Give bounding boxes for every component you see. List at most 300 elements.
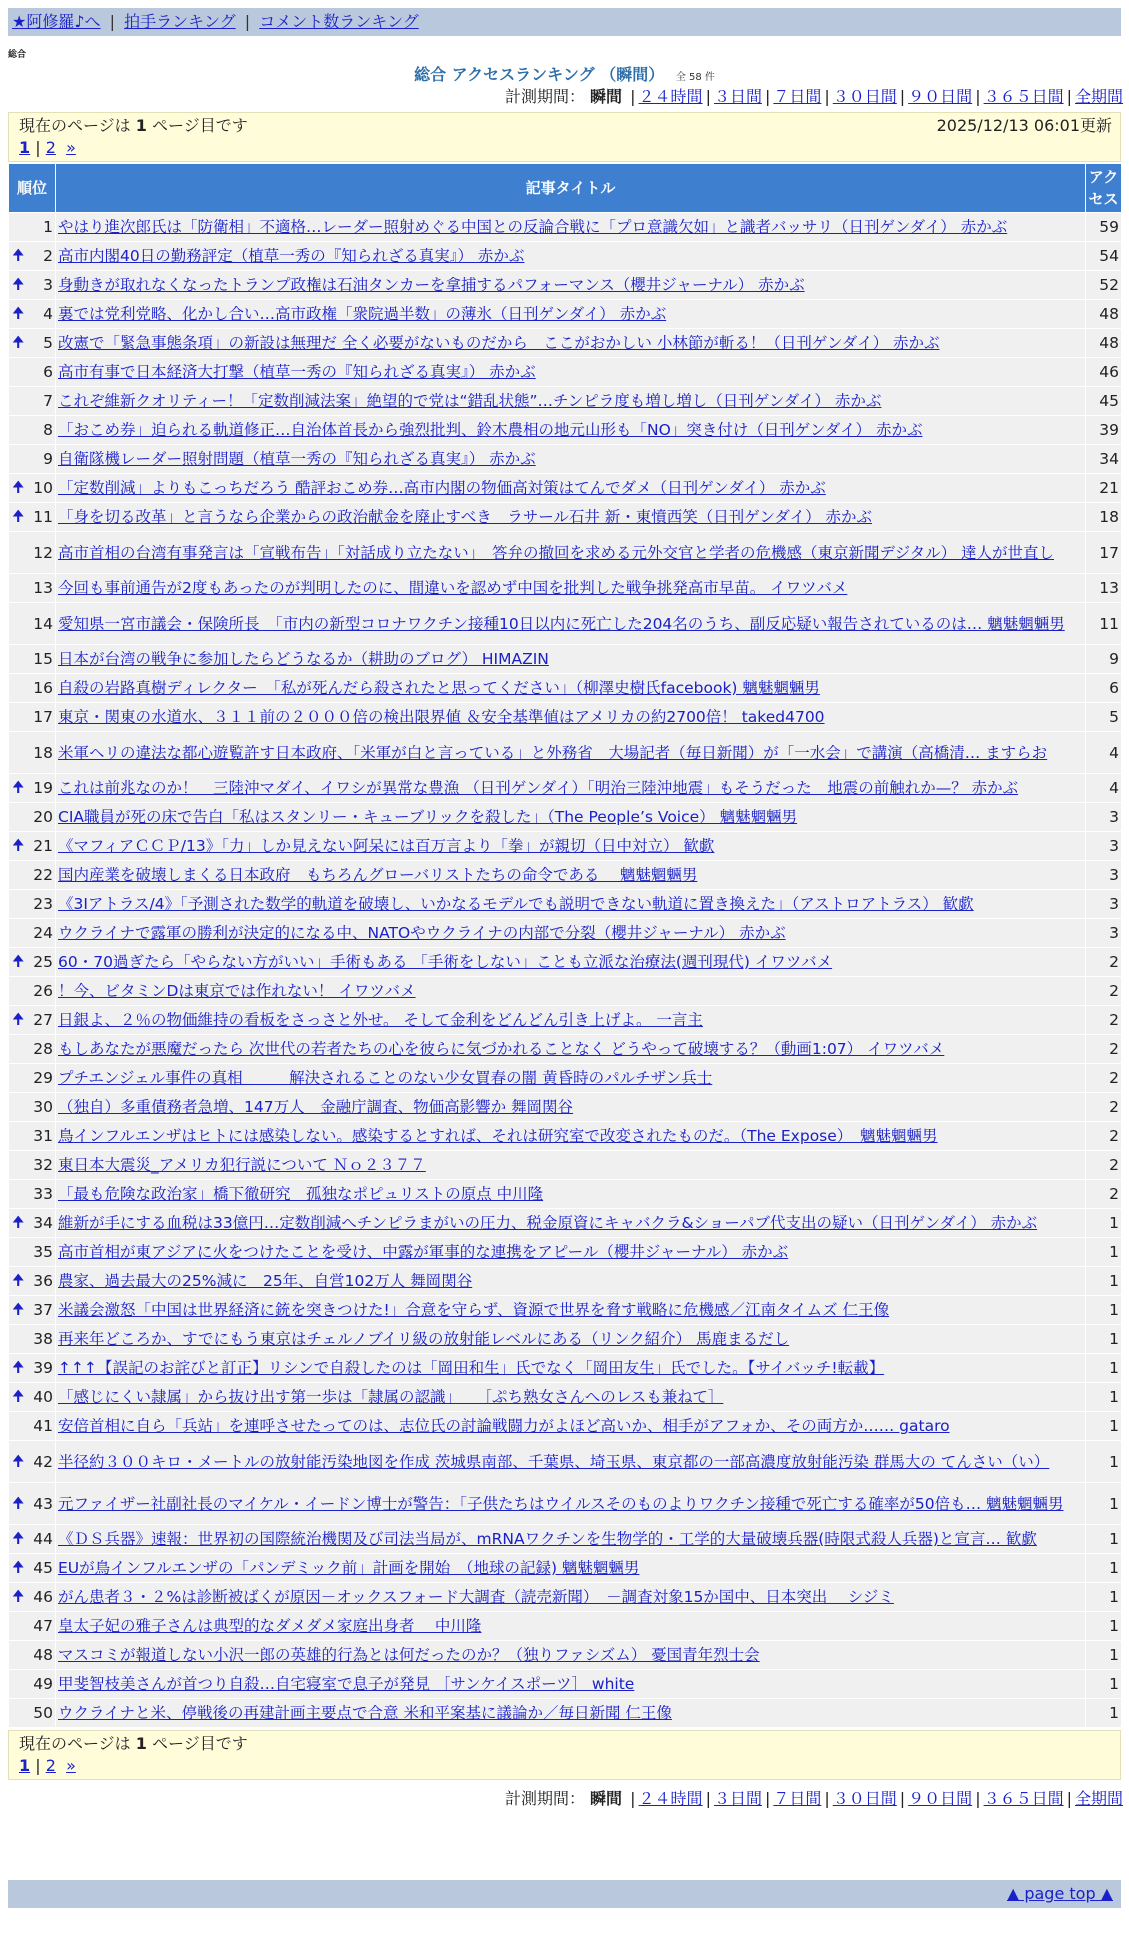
table-row [9,1006,1122,1035]
title-cell [56,1483,1086,1525]
article-title-link[interactable]: 60・70過ぎたら「やらない方がいい」手術もある 「手術をしない」ことも立派な治療法(週刊現代) イワツバメ [58,953,833,971]
title-cell [56,1525,1086,1554]
access-count: 2 [1086,977,1122,1006]
home-link[interactable]: ★阿修羅♪へ [12,12,101,31]
article-title-link[interactable]: ウクライナで露軍の勝利が決定的になる中、NATOやウクライナの内部で分裂（櫻井ジャーナル） 赤かぶ [58,924,786,942]
rank-cell [9,948,56,977]
rank-number: 3 [43,276,53,294]
access-count: 4 [1086,732,1122,774]
article-title-link[interactable]: 裏では党利党略、化かし合い…高市政権「衆院過半数」の薄氷（日刊ゲンダイ） 赤かぶ [58,305,667,323]
rank-up-arrow-icon: 🠉 [12,507,25,525]
title-cell [56,1267,1086,1296]
table-row [9,358,1122,387]
article-title-link[interactable]: 身動きが取れなくなったトランプ政権は石油タンカーを拿捕するパフォーマンス（櫻井ジャーナル） 赤かぶ [58,276,805,294]
table-row [9,474,1122,503]
article-title-link[interactable]: 米議会激怒「中国は世界経済に銃を突きつけた!」合意を守らず、資源で世界を脅す戦略に危機感／江南タイムズ 仁王像 [58,1301,890,1319]
table-row [9,1583,1122,1612]
access-count: 1 [1086,1296,1122,1325]
rank-cell [9,445,56,474]
rank-number: 2 [43,247,53,265]
article-title-link[interactable]: 日本が台湾の戦争に参加したらどうなるか（耕助のブログ） HIMAZIN [58,650,549,668]
access-count: 48 [1086,329,1122,358]
period-separator: | [899,1789,906,1808]
access-count: 1 [1086,1583,1122,1612]
title-cell [56,358,1086,387]
period-option-link[interactable]: ９０日間 [908,1789,973,1808]
period-separator: | [630,87,636,106]
rank-up-arrow-icon: 🠉 [12,333,25,351]
rank-number: 22 [33,866,53,884]
article-title-link[interactable]: 米軍ヘリの違法な都心遊覧許す日本政府、「米軍が白と言っている」と外務省 大場記者（毎日新聞）が「一水会」で講演（高橋清… ますらお [58,743,1048,762]
rank-number: 21 [33,837,53,855]
rank-number: 7 [43,392,53,410]
article-title-link[interactable]: ↑↑↑【誤記のお詫びと訂正】リシンで自殺したのは「岡田和生」氏でなく「岡田友生」氏でした。【サイバッチ!転載】 [58,1359,885,1377]
period-option-link[interactable]: ３６５日間 [983,1789,1064,1808]
title-cell [56,503,1086,532]
updated-timestamp: 2025/12/13 06:01更新 [936,116,1112,135]
rank-cell [9,732,56,774]
access-count: 2 [1086,1064,1122,1093]
rank-number: 27 [33,1011,53,1029]
period-option-link[interactable]: ９０日間 [908,87,973,106]
access-count: 11 [1086,603,1122,645]
table-row [9,1325,1122,1354]
period-selector-top [505,86,1123,108]
next-page-link[interactable]: » [66,1756,76,1775]
article-title-link[interactable]: 高市首相の台湾有事発言は「宣戦布告」「対話成り立たない」 答弁の撤回を求める元外交官と学者の危機感（東京新聞デジタル） 達人が世直し [58,543,1055,562]
rank-cell [9,532,56,574]
title-cell [56,1354,1086,1383]
period-separator: | [764,1789,771,1808]
rank-up-arrow-icon: 🠉 [12,1451,25,1470]
title-cell [56,803,1086,832]
access-count: 1 [1086,1612,1122,1641]
article-title-link[interactable]: 高市首相が東アジアに火をつけたことを受け、中露が軍事的な連携をアピール（櫻井ジャーナル） 赤かぶ [58,1243,789,1261]
table-row [9,1035,1122,1064]
rank-number: 34 [33,1214,53,1232]
article-title-link[interactable]: 東日本大震災_アメリカ犯行説について Ｎｏ２３７７ [58,1156,426,1174]
rank-number: 47 [33,1617,53,1635]
table-row [9,387,1122,416]
table-row [9,674,1122,703]
title-cell [56,774,1086,803]
rank-number: 48 [33,1646,53,1664]
article-title-link[interactable]: 東京・関東の水道水、３１１前の２０００倍の検出限界値 ＆安全基準値はアメリカの約2700倍！ taked4700 [58,708,825,726]
period-separator: | [824,1789,830,1808]
title-cell [56,645,1086,674]
rank-cell [9,832,56,861]
article-title-link[interactable]: 半径約３００キロ・メートルの放射能汚染地図を作成 茨城県南部、千葉県、埼玉県、東京都の一部高濃度放射能汚染 群馬大の てんさい（い） [58,1452,1050,1471]
title-cell [56,213,1086,242]
rank-number: 15 [33,650,53,668]
title-cell [56,1670,1086,1699]
article-title-link[interactable]: 安倍首相に自ら「兵站」を連呼させたってのは、志位氏の討論戦闘力がよほど高いか、相手がアフォか、その両方か…… gataro [58,1417,950,1435]
period-selector-bottom [505,1788,1123,1810]
table-row [9,1296,1122,1325]
article-title-link[interactable]: 再来年どころか、すでにもう東京はチェルノブイリ級の放射能レベルにある（リンク紹介） 馬鹿まるだし [58,1330,790,1348]
period-option-link[interactable]: ３０日間 [832,87,897,106]
page-info-top [8,112,1121,162]
rank-number: 20 [33,808,53,826]
title-cell [56,890,1086,919]
rank-number: 4 [43,305,53,323]
article-title-link[interactable]: マスコミが報道しない小沢一郎の英雄的行為とは何だったのか？（独りファシズム） 憂国青年烈士会 [58,1646,760,1664]
title-cell [56,1122,1086,1151]
access-count: 1 [1086,1354,1122,1383]
table-row [9,603,1122,645]
rank-number: 5 [43,334,53,352]
table-row [9,445,1122,474]
rank-cell [9,1554,56,1583]
rank-cell [9,977,56,1006]
rank-cell [9,1354,56,1383]
page-info-suffix: ページ目です [152,1734,248,1753]
rank-header: 順位 [9,164,56,213]
article-title-link[interactable]: 今回も事前通告が2度もあったのが判明したのに、間違いを認めず中国を批判した戦争挑発高市早苗。 イワツバメ [58,579,848,597]
article-title-link[interactable]: 鳥インフルエンザはヒトには感染しない。感染するとすれば、それは研究室で改変されたものだ。（The Expose） 魑魅魍魎男 [58,1127,938,1145]
article-title-link[interactable]: 《3Iアトラス/4》「予測された数学的軌道を破壊し、いかなるモデルでも説明できない軌道に置き換えた」（アストロアトラス） 歓歔 [58,895,974,913]
title-cell [56,977,1086,1006]
period-current: 瞬間 [590,87,623,106]
rank-cell [9,416,56,445]
table-row [9,271,1122,300]
page-top-link[interactable]: ▲ page top ▲ [1006,1884,1113,1903]
access-count: 54 [1086,242,1122,271]
total-count: 全 58 件 [675,72,715,83]
next-page-link[interactable]: » [66,138,76,157]
rank-number: 24 [33,924,53,942]
title-cell [56,1699,1086,1728]
rank-cell [9,803,56,832]
rank-cell [9,1267,56,1296]
title-cell [56,732,1086,774]
title-cell [56,1064,1086,1093]
article-title-link[interactable]: 日銀よ、２％の物価維持の看板をさっさと外せ。 そして金利をどんどん引き上げよ。 一言主 [58,1011,703,1029]
article-title-link[interactable]: 甲斐智枝美さんが首つり自殺…自宅寝室で息子が発見 ［サンケイスポーツ］ white [58,1675,635,1693]
title-cell [56,1093,1086,1122]
rank-number: 50 [33,1704,53,1722]
article-title-link[interactable]: 高市有事で日本経済大打撃（植草一秀の『知られざる真実』） 赤かぶ [58,363,536,381]
rank-number: 43 [33,1494,53,1513]
access-count: 21 [1086,474,1122,503]
access-count: 3 [1086,861,1122,890]
title-cell [56,703,1086,732]
title-cell [56,574,1086,603]
access-count: 18 [1086,503,1122,532]
table-row [9,532,1122,574]
title-cell [56,387,1086,416]
rank-cell [9,1122,56,1151]
rank-number: 49 [33,1675,53,1693]
comment-ranking-link[interactable]: コメント数ランキング [259,12,419,31]
table-row [9,703,1122,732]
article-title-link[interactable]: 改憲で「緊急事態条項」の新設は無理だ 全く必要がないものだから ここがおかしい 小林節が斬る！（日刊ゲンダイ） 赤かぶ [58,334,940,352]
title-cell [56,1612,1086,1641]
page-title: 総合 アクセスランキング （瞬間） [414,65,665,84]
period-option-link[interactable]: 全期間 [1074,1789,1123,1808]
rank-up-arrow-icon: 🠉 [12,1387,25,1405]
table-row [9,1267,1122,1296]
period-option-link[interactable]: ３日間 [713,1789,762,1808]
title-cell [56,1209,1086,1238]
article-title-link[interactable]: 元ファイザー社副社長のマイケル・イードン博士が警告：「子供たちはウイルスそのものよりワクチン接種で死亡する確率が50倍も… 魑魅魍魎男 [58,1494,1064,1513]
article-title-link[interactable]: これぞ維新クオリティー！「定数削減法案」絶望的で党は“錯乱状態”…チンピラ度も増し増し（日刊ゲンダイ） 赤かぶ [58,392,882,410]
rank-up-arrow-icon: 🠉 [12,1213,25,1231]
article-title-link[interactable]: 「感じにくい隷属」から抜け出す第一歩は「隷属の認識」 ［ぷち熟女さんへのレスも兼ねて］ [58,1388,724,1406]
article-title-link[interactable]: 自衛隊機レーダー照射問題（植草一秀の『知られざる真実』） 赤かぶ [58,450,536,468]
article-title-link[interactable]: 国内産業を破壊しまくる日本政府 もちろんグローバリストたちの命令である 魑魅魍魎男 [58,866,698,884]
title-cell [56,1180,1086,1209]
period-current: 瞬間 [590,1789,623,1808]
article-title-link[interactable]: （独自）多重債務者急増、147万人 金融庁調査、物価高影響か 舞岡関谷 [58,1098,574,1116]
table-row [9,948,1122,977]
period-options [627,87,1123,106]
rank-number: 37 [33,1301,53,1319]
table-row [9,919,1122,948]
rank-number: 13 [33,579,53,597]
ranking-table [8,163,1122,1728]
page-link-2[interactable]: 2 [45,138,56,157]
title-cell [56,1441,1086,1483]
table-row [9,645,1122,674]
rank-up-arrow-icon: 🠉 [12,1587,25,1605]
access-count: 1 [1086,1412,1122,1441]
page-link-2[interactable]: 2 [45,1756,56,1775]
article-title-link[interactable]: CIA職員が死の床で告白「私はスタンリー・キューブリックを殺した」（The People’s Voice） 魑魅魍魎男 [58,808,798,826]
access-count: 1 [1086,1325,1122,1354]
article-title-link[interactable]: がん患者３・２%は診断被ばくが原因－オックスフォード大調査（読売新聞） －調査対象15か国中、日本突出 シジミ [58,1588,894,1606]
title-cell [56,532,1086,574]
period-label: 計測期間： [504,87,585,106]
title-cell [56,416,1086,445]
access-count: 52 [1086,271,1122,300]
rank-cell [9,645,56,674]
access-count: 3 [1086,803,1122,832]
title-cell [56,1006,1086,1035]
footer-bar [8,1880,1121,1908]
rank-number: 40 [33,1388,53,1406]
rank-up-arrow-icon: 🠉 [12,778,25,796]
table-row [9,213,1122,242]
page-title-line [0,62,1129,85]
rank-cell [9,1209,56,1238]
rank-number: 25 [33,953,53,971]
rank-number: 17 [33,708,53,726]
period-option-link[interactable]: ７日間 [773,1789,822,1808]
rank-up-arrow-icon: 🠉 [12,304,25,322]
article-title-link[interactable]: 「最も危険な政治家」橋下徹研究 孤独なポピュリストの原点 中川隆 [58,1185,544,1203]
article-title-link[interactable]: これは前兆なのか！ 三陸沖マダイ、イワシが異常な豊漁 （日刊ゲンダイ）「明治三陸沖地震」もそうだった 地震の前触れか—？ 赤かぶ [58,779,1019,797]
access-count: 48 [1086,300,1122,329]
rank-number: 1 [43,218,53,236]
pagination: 1 | 2 » [19,1756,76,1775]
rank-number: 42 [33,1452,53,1471]
rank-number: 23 [33,895,53,913]
access-count: 4 [1086,774,1122,803]
access-count: 59 [1086,213,1122,242]
access-count: 2 [1086,948,1122,977]
article-title-link[interactable]: 「身を切る改革」と言うなら企業からの政治献金を廃止すべき ラサール石井 新・東憤西笑（日刊ゲンダイ） 赤かぶ [58,508,872,526]
rank-up-arrow-icon: 🠉 [12,275,25,293]
rank-up-arrow-icon: 🠉 [12,1010,25,1028]
period-separator: | [705,1789,711,1808]
rank-number: 19 [33,779,53,797]
rank-cell [9,300,56,329]
period-options [627,1789,1123,1808]
article-title-link[interactable]: 高市内閣40日の勤務評定（植草一秀の『知られざる真実』） 赤かぶ [58,247,525,265]
article-title-link[interactable]: 農家、過去最大の25%減に 25年、自営102万人 舞岡関谷 [58,1272,473,1290]
period-option-link[interactable]: ３０日間 [832,1789,897,1808]
table-row [9,1670,1122,1699]
page-info-suffix: ページ目です [152,116,248,135]
rank-number: 39 [33,1359,53,1377]
article-title-link[interactable]: プチエンジェル事件の真相 解決されることのない少女買春の闇 黄昏時のパルチザン兵士 [58,1069,713,1087]
article-title-link[interactable]: 自殺の岩路真樹ディレクター 「私が死んだら殺されたと思ってください」（柳澤史樹氏facebook) 魑魅魍魎男 [58,679,820,697]
rank-cell [9,329,56,358]
table-row [9,732,1122,774]
period-separator: | [975,87,981,106]
article-title-link[interactable]: もしあなたが悪魔だったら 次世代の若者たちの心を彼らに気づかれることなく どうやって破壊する？（動画1:07） イワツバメ [58,1040,945,1058]
period-option-link[interactable]: ２４時間 [638,87,703,106]
rank-cell [9,1441,56,1483]
rank-cell [9,242,56,271]
title-cell [56,1383,1086,1412]
title-cell [56,948,1086,977]
title-cell [56,1554,1086,1583]
access-count: 46 [1086,358,1122,387]
rank-number: 9 [43,450,53,468]
access-count: 5 [1086,703,1122,732]
table-row [9,1064,1122,1093]
table-row [9,1122,1122,1151]
section-tag: 総合 [8,50,27,60]
rank-number: 14 [33,614,53,633]
access-count: 2 [1086,1093,1122,1122]
nav-separator: | [244,12,251,31]
period-separator: | [975,1789,981,1808]
rank-cell [9,1583,56,1612]
table-row [9,1151,1122,1180]
period-option-link[interactable]: ３６５日間 [983,87,1064,106]
table-row [9,803,1122,832]
rank-cell [9,1238,56,1267]
rank-number: 44 [33,1530,53,1548]
rank-number: 28 [33,1040,53,1058]
rank-number: 38 [33,1330,53,1348]
rank-up-arrow-icon: 🠉 [12,1358,25,1376]
rank-cell [9,503,56,532]
period-separator: | [1066,1789,1072,1808]
article-title-link[interactable]: 「おこめ券」迫られる軌道修正…自治体首長から強烈批判、鈴木農相の地元山形も「NO」突き付け（日刊ゲンダイ） 赤かぶ [58,421,923,439]
rank-cell [9,1670,56,1699]
pagination: 1 | 2 » [19,138,76,157]
rank-number: 18 [33,743,53,762]
rank-cell [9,574,56,603]
table-row [9,329,1122,358]
article-title-link[interactable]: ！今、ビタミンDは東京では作れない！ イワツバメ [58,982,416,1000]
period-option-link[interactable]: 全期間 [1074,87,1123,106]
period-option-link[interactable]: ７日間 [773,87,822,106]
nav-separator: | [109,12,116,31]
rank-up-arrow-icon: 🠉 [12,836,25,854]
article-title-link[interactable]: ウクライナと米、停戦後の再建計画主要点で合意 米和平案基に議論か／毎日新聞 仁王像 [58,1704,672,1722]
period-separator: | [1066,87,1072,106]
title-header: 記事タイトル [56,164,1086,213]
page-link-1[interactable]: 1 [19,138,31,157]
title-cell [56,271,1086,300]
table-row [9,890,1122,919]
rank-up-arrow-icon: 🠉 [12,1558,25,1576]
table-row [9,1525,1122,1554]
access-count: 39 [1086,416,1122,445]
title-cell [56,445,1086,474]
rank-cell [9,1093,56,1122]
table-row [9,300,1122,329]
title-cell [56,300,1086,329]
rank-cell [9,1412,56,1441]
rank-cell [9,1064,56,1093]
title-cell [56,329,1086,358]
table-row [9,1612,1122,1641]
rank-number: 11 [33,508,53,526]
access-count: 1 [1086,1670,1122,1699]
rank-number: 10 [33,479,53,497]
rank-cell [9,674,56,703]
rank-number: 26 [33,982,53,1000]
table-row [9,242,1122,271]
title-cell [56,603,1086,645]
article-title-link[interactable]: 《マフィアＣＣＰ/13》「力」しか見えない阿呆には百万言より「拳」が親切（日中対立） 歓歔 [58,837,715,855]
article-title-link[interactable]: やはり進次郎氏は「防衛相」不適格…レーダー照射めぐる中国との反論合戦に「プロ意識欠如」と識者バッサリ（日刊ゲンダイ） 赤かぶ [58,218,1008,236]
page-link-1[interactable]: 1 [19,1756,31,1775]
rank-up-arrow-icon: 🠉 [12,1529,25,1547]
title-cell [56,1583,1086,1612]
access-count: 2 [1086,1151,1122,1180]
access-count: 1 [1086,1209,1122,1238]
table-row [9,1093,1122,1122]
article-title-link[interactable]: 皇太子妃の雅子さんは典型的なダメダメ家庭出身者 中川隆 [58,1617,482,1635]
rank-up-arrow-icon: 🠉 [12,952,25,970]
table-row [9,1238,1122,1267]
period-option-link[interactable]: ３日間 [713,87,762,106]
access-count: 2 [1086,1035,1122,1064]
rank-cell [9,474,56,503]
rank-cell [9,387,56,416]
period-option-link[interactable]: ２４時間 [638,1789,703,1808]
access-count: 3 [1086,919,1122,948]
rank-cell [9,1383,56,1412]
article-title-link[interactable]: 維新が手にする血税は33億円…定数削減へチンピラまがいの圧力、税金原資にキャバクラ&ショーパブ代支出の疑い（日刊ゲンダイ） 赤かぶ [58,1214,1038,1232]
article-title-link[interactable]: 《ＤＳ兵器》速報：世界初の国際統治機関及び司法当局が、mRNAワクチンを生物学的・工学的大量破壊兵器(時限式殺人兵器)と宣言… 歓歔 [58,1530,1037,1548]
access-count: 1 [1086,1441,1122,1483]
article-title-link[interactable]: 「定数削減」よりもこっちだろう 酷評おこめ券…高市内閣の物価高対策はてんでダメ（日刊ゲンダイ） 赤かぶ [58,479,826,497]
rank-cell [9,919,56,948]
rank-number: 41 [33,1417,53,1435]
access-count: 9 [1086,645,1122,674]
article-title-link[interactable]: 愛知県一宮市議会・保険所長 「市内の新型コロナワクチン接種10日以内に死亡した204名のうち、副反応疑い報告されているのは… 魑魅魍魎男 [58,614,1065,633]
article-title-link[interactable]: EUが鳥インフルエンザの「パンデミック前」計画を開始 （地球の記録) 魑魅魍魎男 [58,1559,640,1577]
title-cell [56,1238,1086,1267]
table-row [9,574,1122,603]
rank-number: 35 [33,1243,53,1261]
period-separator: | [764,87,771,106]
rank-cell [9,358,56,387]
access-count: 17 [1086,532,1122,574]
clap-ranking-link[interactable]: 拍手ランキング [124,12,236,31]
period-label: 計測期間： [504,1789,585,1808]
rank-cell [9,774,56,803]
table-row [9,1483,1122,1525]
